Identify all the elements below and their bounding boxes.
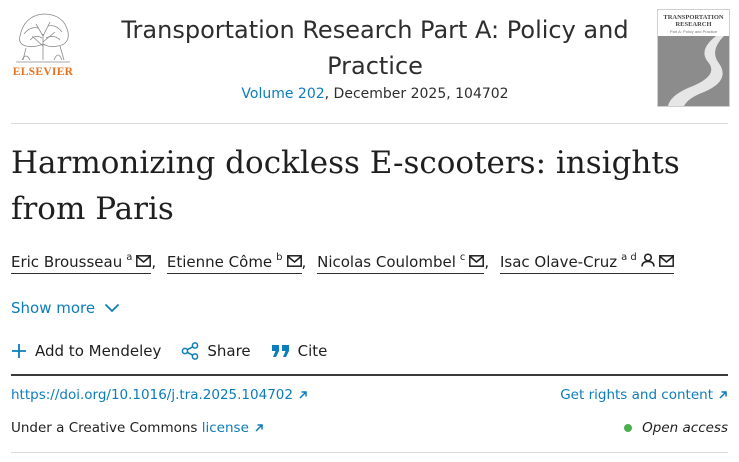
mail-icon (287, 253, 302, 271)
add-to-mendeley-button[interactable] (11, 342, 161, 360)
license-statement (11, 420, 264, 436)
cite-button[interactable] (271, 342, 328, 360)
journal-title[interactable]: Transportation Research Part A: Policy and Practice (121, 16, 629, 80)
article-actions (11, 342, 347, 360)
author-separator: , (484, 253, 490, 271)
external-link-icon (254, 423, 264, 433)
journal-cover-image[interactable] (657, 9, 730, 107)
rights-link[interactable] (560, 387, 728, 403)
author-name: Etienne Côme (166, 253, 273, 271)
actions-divider (11, 374, 728, 376)
issue-line (110, 86, 640, 102)
article-title: Harmonizing dockless E-scooters: insights from Paris (11, 145, 680, 227)
license-row (11, 420, 728, 436)
elsevier-tree-icon (10, 6, 76, 64)
mail-icon (659, 253, 674, 271)
author-separator: , (151, 253, 157, 271)
chevron-down-icon (104, 303, 120, 313)
author-affiliation: a d (621, 251, 637, 263)
author-link[interactable] (500, 253, 674, 274)
header-divider (11, 123, 728, 124)
author-link[interactable] (167, 253, 302, 274)
mendeley-label: Add to Mendeley (35, 342, 162, 360)
external-link-icon (718, 390, 728, 400)
doi-row (11, 387, 728, 403)
rights-text: Get rights and content (560, 387, 713, 403)
author-affiliation: b (276, 251, 283, 263)
journal-header (0, 0, 739, 118)
open-access-badge (624, 420, 728, 436)
volume-link[interactable]: Volume 202 (241, 86, 325, 102)
external-link-icon (298, 390, 308, 400)
author-name: Nicolas Coulombel (317, 253, 456, 271)
author-link[interactable] (11, 253, 151, 274)
author-affiliation: a (126, 251, 133, 263)
doi-text: https://doi.org/10.1016/j.tra.2025.104702 (11, 387, 293, 403)
license-prefix: Under a Creative Commons (11, 420, 198, 436)
author-list (11, 253, 728, 274)
share-button[interactable] (181, 342, 250, 360)
footer-divider (11, 452, 728, 453)
issue-details: , December 2025, 104702 (324, 86, 509, 102)
cite-label: Cite (297, 342, 328, 360)
cover-subtitle: Part A: Policy and Practice (669, 29, 718, 34)
open-access-dot-icon (624, 424, 632, 432)
doi-link[interactable] (11, 387, 308, 403)
license-link[interactable] (202, 420, 264, 436)
author-name: Eric Brousseau (11, 253, 123, 271)
show-more-button[interactable] (11, 299, 120, 317)
quote-icon (271, 344, 290, 358)
plus-icon (11, 343, 27, 359)
author-link[interactable] (317, 253, 484, 274)
author-name: Isac Olave-Cruz (499, 253, 618, 271)
elsevier-wordmark: ELSEVIER (12, 66, 74, 78)
mail-icon (136, 253, 151, 271)
share-label: Share (207, 342, 251, 360)
elsevier-logo[interactable] (10, 6, 76, 82)
share-icon (181, 342, 199, 360)
author-affiliation: c (459, 251, 466, 263)
license-link-text: license (201, 420, 249, 436)
open-access-label: Open access (642, 420, 728, 436)
cover-road-graphic (658, 36, 729, 106)
person-icon (641, 253, 655, 271)
cover-title: TRANSPORTATION RESEARCH (663, 14, 724, 28)
mail-icon (469, 253, 484, 271)
author-separator: , (301, 253, 307, 271)
show-more-label: Show more (11, 299, 96, 317)
